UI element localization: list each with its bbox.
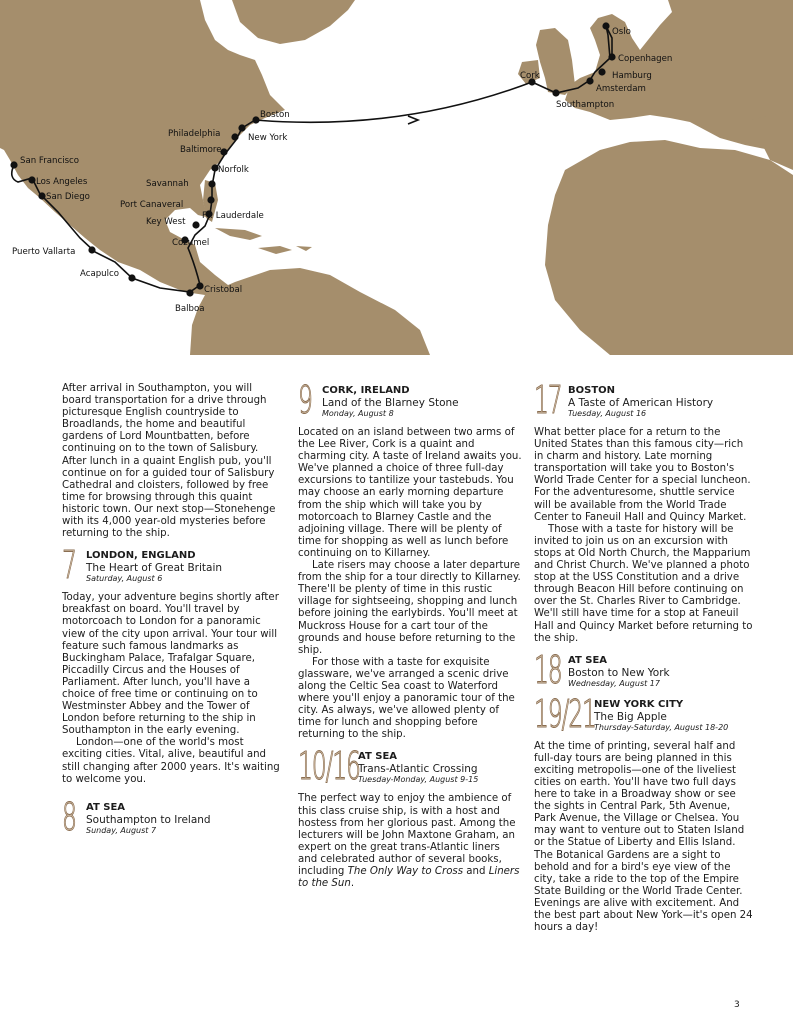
day-10-16-date: Tuesday-Monday, August 9-15	[358, 775, 479, 785]
label-san-diego: San Diego	[46, 192, 90, 202]
day-9-title: CORK, IRELAND	[322, 385, 410, 396]
label-los-angeles: Los Angeles	[36, 177, 88, 187]
day-17-subtitle: A Taste of American History	[568, 397, 714, 409]
marker-balboa	[186, 289, 193, 296]
day-7-header	[62, 543, 284, 588]
label-new-york: New York	[248, 133, 288, 143]
label-cristobal: Cristobal	[204, 285, 243, 295]
day-9-date: Monday, August 8	[322, 409, 394, 418]
marker-hamburg	[598, 68, 605, 75]
marker-acapulco	[128, 274, 135, 281]
day-7-number: 7	[62, 543, 76, 588]
marker-boston	[252, 116, 259, 123]
marker-key-west	[192, 221, 199, 228]
day-19-21-paragraph: At the time of printing, several half and full-day tours are being planned in this exciting metropolis—one of the liveliest cities on earth. You'll have two full days here to take in a Broadway show or see the sights in Central Park, 5th Avenue, Park Avenue, the Village or Chelsea. You may want to venture out to Staten Island or the Statue of Liberty and Ellis Island. The Botanical Gardens are a sight to behold and for a bird's eye view of the city, take a ride to the top of the Empire State Building or the World Trade Center. Evenings are alive with excitement. And the best part about New York—it's open 24 hours a day!	[534, 740, 753, 934]
day-19-21-header	[534, 691, 754, 736]
day-18-title: AT SEA	[568, 654, 608, 666]
label-savannah: Savannah	[146, 179, 189, 189]
day-9-number: 9	[298, 378, 312, 422]
marker-puerto-vallarta	[88, 246, 95, 253]
south-america-landmass	[190, 268, 430, 355]
marker-san-francisco	[10, 161, 17, 168]
day-9-header	[298, 378, 522, 422]
day-17-title: BOSTON	[568, 385, 616, 396]
marker-san-diego	[38, 192, 45, 199]
label-norfolk: Norfolk	[218, 165, 249, 175]
book-title-only-way-to-cross: The Only Way to Cross	[347, 866, 464, 877]
label-ft-lauderdale: Ft. Lauderdale	[202, 211, 264, 221]
label-boston: Boston	[260, 110, 290, 120]
marker-port-canaveral	[207, 196, 214, 203]
day-18-header	[534, 647, 754, 692]
british-isles-landmass	[518, 28, 575, 95]
marker-new-york	[238, 124, 245, 131]
label-cozumel: Cozumel	[172, 238, 210, 248]
day-10-16-title: AT SEA	[358, 751, 398, 763]
day-7-paragraph-1: Today, your adventure begins shortly after breakfast on board. You'll travel by motorcoach to London for a panoramic view of the city upon arrival. Your tour will feature such famous landmarks as Buckingham Palace, Trafalgar Square, Piccadilly Circus and the Houses of Parliament. After lunch, you'll have a choice of free time or continuing on to Westminster Abbey and the Tower of London before returning to the ship in Southampton in the early evening.	[62, 592, 279, 737]
africa-landmass	[545, 140, 793, 355]
label-amsterdam: Amsterdam	[596, 84, 646, 94]
day-10-16-header	[298, 744, 522, 789]
route-map	[0, 0, 793, 355]
marker-southampton	[552, 89, 559, 96]
day-17-number: 17	[534, 378, 562, 422]
label-balboa: Balboa	[175, 304, 205, 314]
day-17-paragraph-1: What better place for a return to the United States than this famous city—rich in charm and history. Late morning transportation will take you to Boston's World Trade Center for a special luncheon. For the adventuresome, shuttle service will be available from the World Trade Center to Faneuil Hall and Quincy Market.	[534, 427, 751, 523]
marker-copenhagen	[608, 53, 615, 60]
day-9-paragraph-1: Located on an island between two arms of the Lee River, Cork is a quaint and charming city. A taste of Ireland awaits you. We've planned a choice of three full-day excursions to tantilize your tastebuds. You may choose an early morning departure from the ship which will take you by motorcoach to Blarney Castle and the adjoining village. There will be plenty of time for shopping as well as lunch before continuing on to Killarney.	[298, 427, 522, 559]
column-1	[62, 383, 284, 844]
day-19-21-title: NEW YORK CITY	[594, 698, 684, 710]
label-baltimore: Baltimore	[180, 145, 222, 155]
label-oslo: Oslo	[612, 27, 631, 37]
marker-philadelphia	[231, 133, 238, 140]
route-atlantic-arrow	[408, 116, 418, 124]
day-18-date: Wednesday, August 17	[568, 678, 660, 688]
day-18-number: 18	[534, 647, 562, 692]
label-acapulco: Acapulco	[80, 269, 119, 279]
column-2	[298, 378, 522, 890]
day-17-paragraph-2: Those with a taste for history will be invited to join us on an excursion with stops at Old North Church, the Mapparium and Christ Church. We've planned a photo stop at the USS Constitution and a drive through Beacon Hill before continuing on over the St. Charles River to Cambridge. We'll still have time for a stop at Faneuil Hall and Quincy Market before returning to the ship.	[534, 523, 753, 644]
southampton-intro-paragraph: After arrival in Southampton, you will board transportation for a drive through picturesque English countryside to Broadlands, the home and beautiful gardens of Lord Mountbatten, before continuing on to the town of Salisbury. After lunch in a quaint English pub, you'll continue on for a guided tour of Salisbury Cathedral and cloisters, followed by free time for browsing through this quaint historic town. Our next stop—Stonehenge with its 4,000 year-old mysteries before returning to the ship.	[62, 383, 276, 540]
day-8-number: 8	[62, 794, 76, 839]
day-17-header	[534, 378, 754, 422]
marker-amsterdam	[586, 77, 593, 84]
day-19-21-subtitle: The Big Apple	[594, 710, 667, 723]
column-3	[534, 378, 754, 934]
marker-savannah	[208, 180, 215, 187]
marker-oslo	[602, 22, 609, 29]
label-san-francisco: San Francisco	[20, 156, 80, 166]
day-10-16-paragraph: The perfect way to enjoy the ambience of this class cruise ship, is with a host and hostess from her glorious past. Among the lecturers will be John Maxtone Graham, an expert on the great trans-Atlantic liners and celebrated author of several books, including The Only Way to Cross and Liners to the Sun.	[298, 793, 520, 890]
greenland-landmass	[232, 0, 355, 44]
label-hamburg: Hamburg	[612, 71, 652, 81]
label-cork: Cork	[520, 71, 540, 81]
page-number: 3	[734, 1000, 740, 1010]
day-19-21-number: 19/21	[534, 691, 596, 736]
day-19-21-date: Thursday-Saturday, August 18-20	[594, 722, 729, 732]
label-key-west: Key West	[146, 217, 186, 227]
day-9-subtitle: Land of the Blarney Stone	[322, 397, 459, 409]
day-8-subtitle: Southampton to Ireland	[86, 813, 211, 826]
day-8-title: AT SEA	[86, 801, 126, 813]
label-puerto-vallarta: Puerto Vallarta	[12, 247, 76, 257]
day-8-header	[62, 794, 284, 839]
marker-cristobal	[196, 282, 203, 289]
label-copenhagen: Copenhagen	[618, 54, 673, 64]
label-southampton: Southampton	[556, 100, 615, 110]
caribbean-islands	[215, 228, 312, 254]
day-18-subtitle: Boston to New York	[568, 666, 670, 679]
day-9-paragraph-2: Late risers may choose a later departure from the ship for a tour directly to Killarney. There'll be plenty of time in this rustic village for sightseeing, shopping and lunch before joining the earlybirds. You'll meet at Muckross House for a cart tour of the grounds and house before returning to the ship.	[298, 560, 521, 656]
day-7-title: LONDON, ENGLAND	[86, 550, 196, 562]
day-10-16-number: 10/16	[298, 744, 360, 789]
book-title-liners-to-the-sun: Liners to the Sun	[298, 866, 520, 890]
day-10-16-subtitle: Trans-Atlantic Crossing	[358, 763, 478, 776]
day-9-paragraph-3: For those with a taste for exquisite glassware, we've arranged a scenic drive along the Celtic Sea coast to Waterford where you'll enjoy a panoramic tour of the city. As always, we've allowed plenty of time for lunch and shopping before returning to the ship.	[298, 656, 515, 741]
day-8-date: Sunday, August 7	[86, 825, 157, 835]
day-17-date: Tuesday, August 16	[568, 409, 647, 418]
day-7-paragraph-2: London—one of the world's most exciting cities. Vital, alive, beautiful and still changing after 2000 years. It's waiting to welcome you.	[62, 737, 280, 785]
label-philadelphia: Philadelphia	[168, 129, 221, 139]
label-port-canaveral: Port Canaveral	[120, 200, 184, 210]
day-7-date: Saturday, August 6	[86, 574, 163, 584]
day-7-subtitle: The Heart of Great Britain	[86, 562, 223, 575]
marker-los-angeles	[28, 176, 35, 183]
